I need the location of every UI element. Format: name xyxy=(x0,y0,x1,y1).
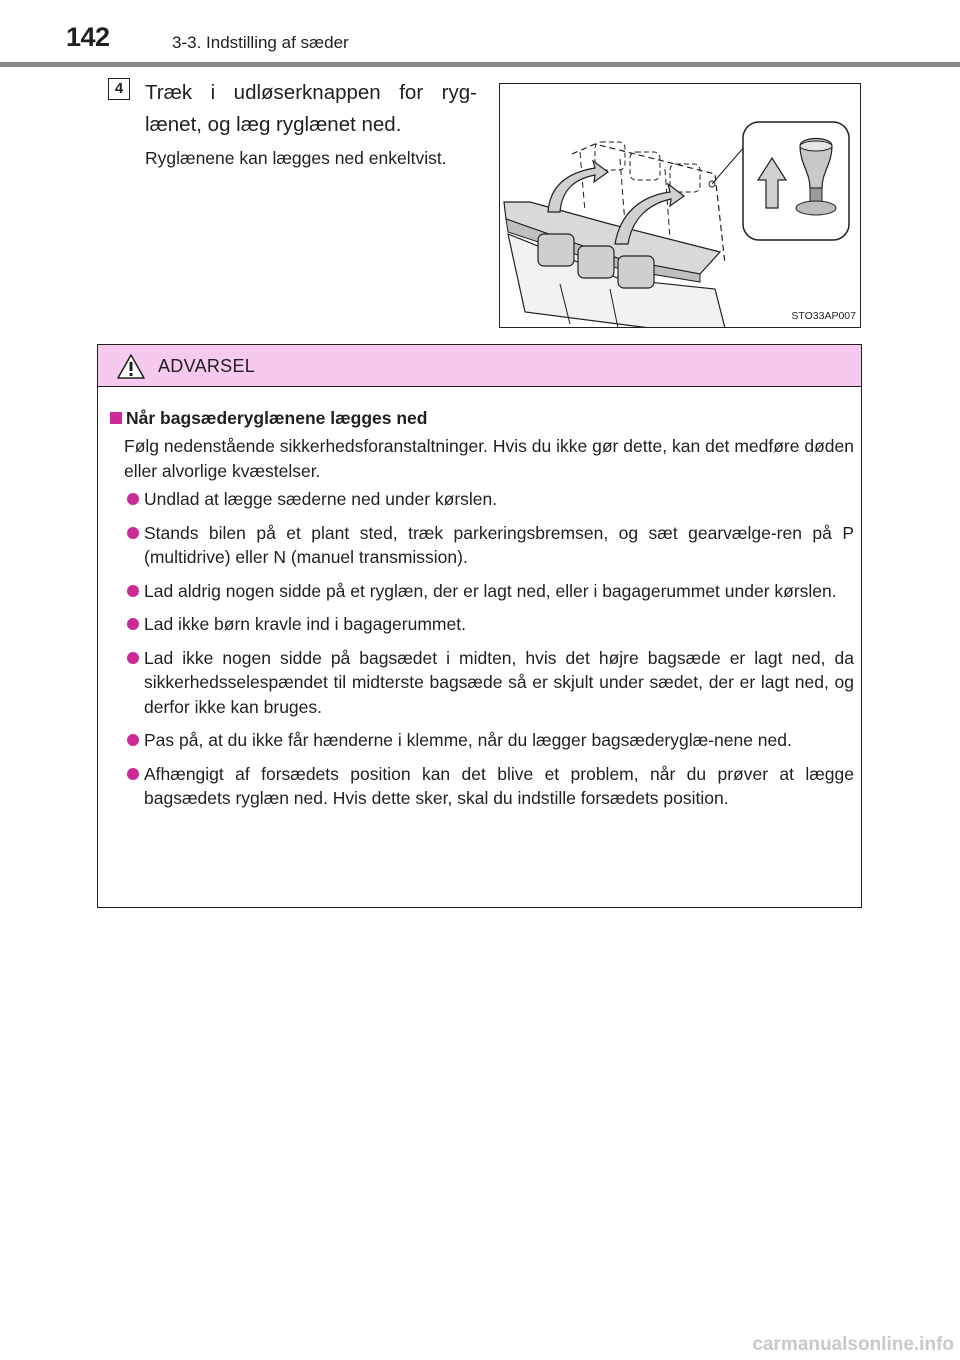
warning-heading xyxy=(110,408,427,429)
list-item xyxy=(110,646,854,720)
warning-box xyxy=(97,344,862,908)
warning-triangle-icon xyxy=(117,354,145,379)
round-bullet-icon xyxy=(127,618,139,630)
page-number: 142 xyxy=(66,22,110,52)
square-bullet-icon xyxy=(110,412,122,424)
seat-fold-illustration xyxy=(499,83,861,328)
list-item xyxy=(110,579,854,604)
round-bullet-icon xyxy=(127,734,139,746)
round-bullet-icon xyxy=(127,652,139,664)
list-item xyxy=(110,762,854,811)
round-bullet-icon xyxy=(127,493,139,505)
watermark: carmanualsonline.info xyxy=(752,1334,954,1355)
warning-header xyxy=(98,345,861,387)
figure-code: STO33AP007 xyxy=(791,310,856,322)
list-item-text: Lad aldrig nogen sidde på et ryglæn, der er lagt ned, eller i bagagerummet under kørslen. xyxy=(144,580,837,601)
warning-heading-text: Når bagsæderyglænene lægges ned xyxy=(126,408,428,428)
list-item-text: Lad ikke nogen sidde på bagsædet i midten, hvis det højre bagsæde er lagt ned, da sikkerhedsselespændet til midterste bagsæde så er skjult under sædet, der er lagt ned, og derfor ikke kan bruges. xyxy=(144,647,854,717)
step-number-box: 4 xyxy=(108,78,130,100)
step-note: Ryglænene kan lægges ned enkeltvist. xyxy=(145,148,447,168)
section-title: 3-3. Indstilling af sæder xyxy=(172,33,349,52)
list-item-text: Afhængigt af forsædets position kan det blive et problem, når du prøver at lægge bagsædets ryglæn ned. Hvis dette sker, skal du indstille forsædets position. xyxy=(144,763,854,808)
round-bullet-icon xyxy=(127,768,139,780)
seat-drawing xyxy=(500,84,861,328)
step-instruction: Træk i udløserknappen for ryg-lænet, og læg ryglænet ned. xyxy=(145,81,477,136)
list-item xyxy=(110,728,854,753)
list-item-text: Undlad at lægge sæderne ned under kørslen. xyxy=(144,489,498,509)
list-item-text: Pas på, at du ikke får hænderne i klemme, når du lægger bagsæderyglæ-nene ned. xyxy=(144,730,792,750)
list-item-text: Stands bilen på et plant sted, træk parkeringsbremsen, og sæt gearvælge-ren på P (multidrive) eller N (manuel transmission). xyxy=(144,522,854,567)
round-bullet-icon xyxy=(127,527,139,539)
warning-bullet-list xyxy=(110,487,854,820)
round-bullet-icon xyxy=(127,585,139,597)
warning-intro: Følg nedenstående sikkerhedsforanstaltninger. Hvis du ikke gør dette, kan det medføre døden eller alvorlige kvæstelser. xyxy=(124,436,854,481)
header-rule xyxy=(0,62,960,67)
list-item-text: Lad ikke børn kravle ind i bagagerummet. xyxy=(144,614,466,634)
list-item xyxy=(110,521,854,570)
list-item xyxy=(110,612,854,637)
warning-title: ADVARSEL xyxy=(158,356,256,376)
list-item xyxy=(110,487,854,512)
